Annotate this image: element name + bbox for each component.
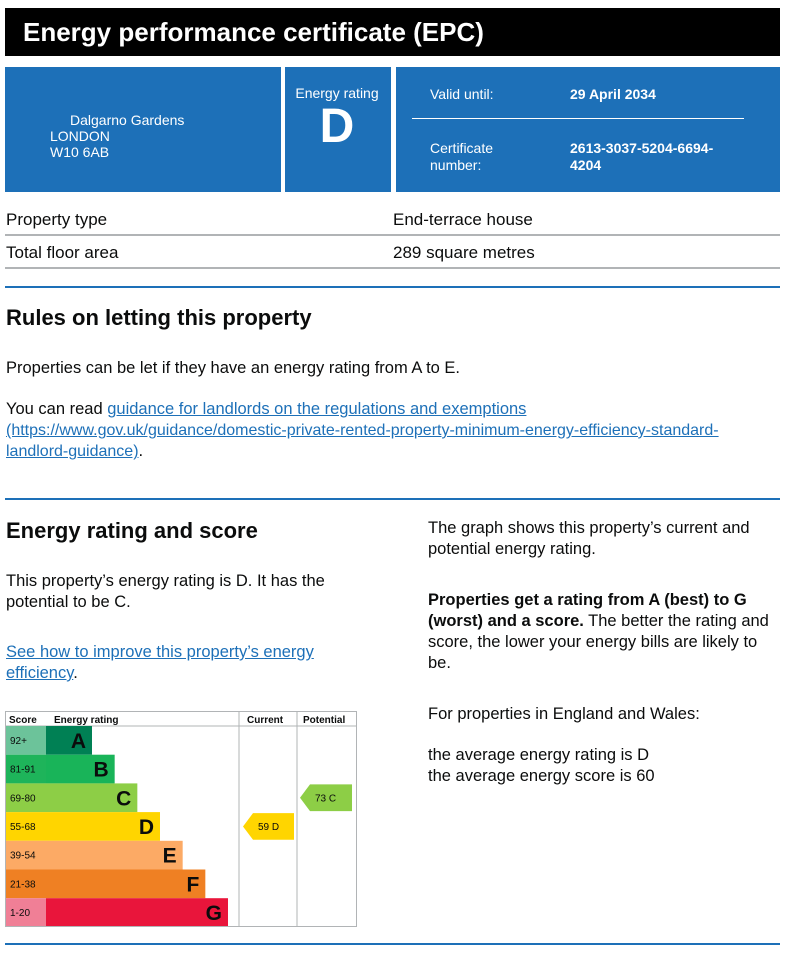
score-range-a: 92+ bbox=[10, 735, 27, 747]
valid-until-label: Valid until: bbox=[430, 86, 494, 102]
score-range-f: 21-38 bbox=[10, 879, 36, 891]
improve-efficiency-link[interactable]: See how to improve this property’s energy efficiency bbox=[6, 643, 314, 682]
certificate-number-label: Certificate number: bbox=[430, 140, 494, 173]
property-type-value: End-terrace house bbox=[393, 210, 533, 229]
section-divider bbox=[5, 498, 780, 500]
energy-rating-summary: This property’s energy rating is D. It has the potential to be C. bbox=[6, 572, 325, 611]
property-address bbox=[50, 112, 184, 160]
rating-explanation-rest: The better the rating and score, the lower your energy bills are likely to be. bbox=[428, 612, 769, 672]
page-title: Energy performance certificate (EPC) bbox=[5, 8, 780, 56]
energy-rating-letter: D bbox=[319, 100, 355, 153]
address-line-1: Dalgarno Gardens bbox=[70, 112, 185, 128]
rating-explanation bbox=[428, 590, 783, 674]
letting-guidance-text bbox=[6, 399, 751, 462]
band-letter-b: B bbox=[93, 758, 109, 782]
rating-explanation-bold: Properties get a rating from A (best) to G (worst) and a score. bbox=[428, 591, 747, 630]
england-wales-text: For properties in England and Wales: bbox=[428, 705, 700, 723]
score-range-e: 39-54 bbox=[10, 850, 36, 862]
band-letter-c: C bbox=[116, 787, 132, 811]
energy-heading: Energy rating and score bbox=[6, 518, 258, 543]
address-line-2: LONDON bbox=[50, 128, 110, 144]
band-letter-e: E bbox=[162, 844, 177, 868]
landlord-guidance-url-link[interactable]: (https://www.gov.uk/guidance/domestic-private-rented-property-minimum-energy-efficiency-standard-landlord-guidance) bbox=[6, 422, 719, 460]
band-letter-a: A bbox=[70, 729, 86, 753]
averages bbox=[428, 745, 783, 787]
score-range-b: 81-91 bbox=[10, 764, 36, 776]
energy-rating-box bbox=[284, 67, 390, 192]
property-type-label: Property type bbox=[6, 210, 108, 229]
potential-rating-label: 73 C bbox=[315, 793, 337, 805]
header-current: Current bbox=[247, 715, 284, 726]
guidance-prefix: You can read bbox=[6, 400, 108, 418]
average-score: the average energy score is 60 bbox=[428, 767, 655, 785]
energy-rating-label: Energy rating bbox=[295, 85, 379, 101]
property-type-row bbox=[5, 203, 780, 236]
header-score: Score bbox=[9, 715, 37, 726]
band-bar-f bbox=[46, 870, 205, 899]
divider bbox=[391, 67, 396, 192]
header-energy-rating: Energy rating bbox=[54, 715, 119, 726]
valid-until-value: 29 April 2034 bbox=[570, 86, 656, 102]
graph-explanation: The graph shows this property’s current and potential energy rating. bbox=[428, 519, 750, 558]
header-potential: Potential bbox=[303, 715, 346, 726]
band-letter-f: F bbox=[186, 873, 200, 897]
section-divider bbox=[5, 943, 780, 945]
guidance-suffix: . bbox=[138, 442, 144, 460]
landlord-guidance-link[interactable]: guidance for landlords on the regulations and exemptions bbox=[107, 400, 527, 418]
score-range-g: 1-20 bbox=[10, 908, 31, 920]
address-line-3: W10 6AB bbox=[50, 144, 110, 160]
score-range-c: 69-80 bbox=[10, 793, 36, 805]
floor-area-value: 289 square metres bbox=[393, 243, 535, 262]
floor-area-label: Total floor area bbox=[6, 243, 119, 262]
band-letter-g: G bbox=[205, 902, 222, 926]
band-letter-d: D bbox=[138, 815, 154, 839]
certificate-number-value: 2613-3037-5204-6694-4204 bbox=[570, 140, 714, 173]
improve-paragraph bbox=[6, 642, 356, 684]
section-divider bbox=[5, 286, 780, 288]
divider bbox=[412, 118, 744, 119]
score-range-d: 55-68 bbox=[10, 821, 36, 833]
current-rating-label: 59 D bbox=[258, 821, 280, 833]
improve-suffix: . bbox=[73, 664, 78, 682]
floor-area-row bbox=[5, 236, 780, 269]
certificate-summary-panel bbox=[5, 67, 780, 192]
energy-rating-chart bbox=[5, 711, 357, 927]
average-rating: the average energy rating is D bbox=[428, 746, 650, 764]
letting-rule-text: Properties can be let if they have an energy rating from A to E. bbox=[6, 359, 461, 377]
energy-rating-chart-svg bbox=[6, 712, 356, 926]
letting-heading: Rules on letting this property bbox=[6, 305, 312, 330]
band-bar-g bbox=[46, 898, 228, 926]
